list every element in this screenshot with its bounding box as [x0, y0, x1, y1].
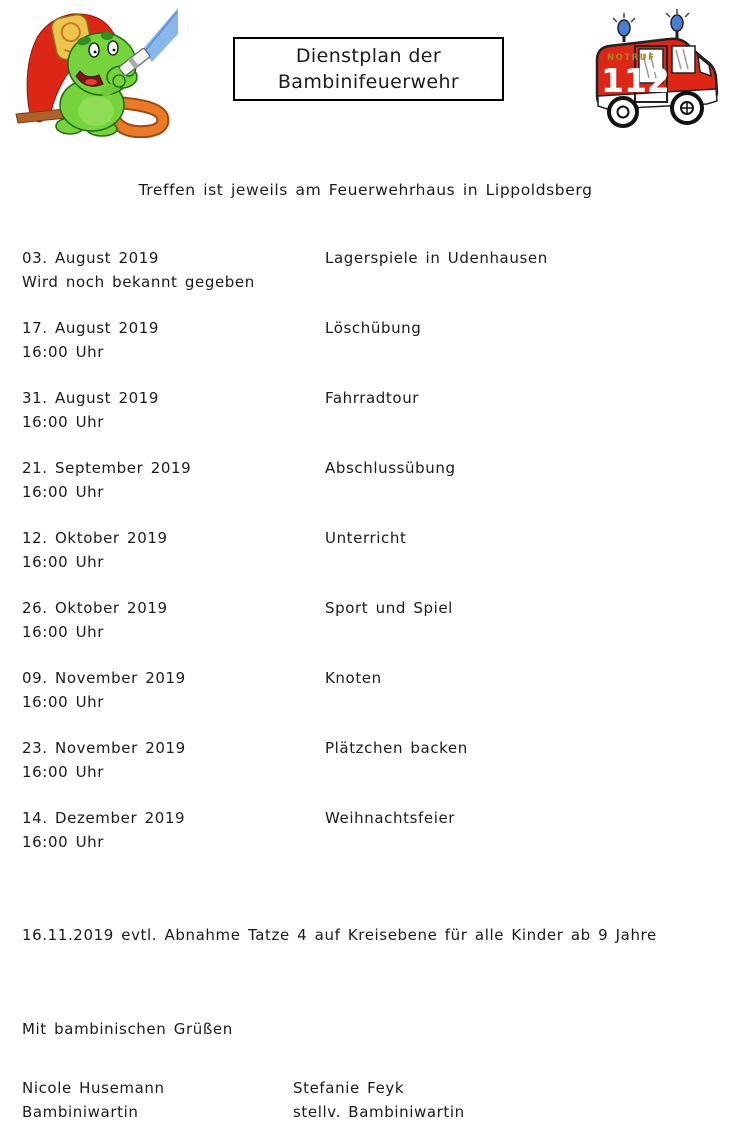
schedule-date: 23. November 2019 — [22, 739, 186, 757]
note-line: 16.11.2019 evtl. Abnahme Tatze 4 auf Kreisebene für alle Kinder ab 9 Jahre — [22, 926, 657, 944]
schedule-date: 03. August 2019 — [22, 249, 160, 267]
fire-truck-icon — [577, 8, 728, 134]
schedule-event: Knoten — [325, 669, 382, 687]
title-line-2: Bambinifeuerwehr — [277, 71, 460, 93]
schedule-row — [22, 736, 712, 784]
schedule-row — [22, 386, 712, 434]
schedule-row — [22, 596, 712, 644]
schedule-row — [22, 666, 712, 714]
schedule-date: 31. August 2019 — [22, 389, 160, 407]
schedule-date: 14. Dezember 2019 — [22, 809, 186, 827]
truck-notruf-label: NOTRUF — [607, 53, 656, 63]
signature-name: Nicole Husemann — [22, 1079, 165, 1097]
schedule-event: Lagerspiele in Udenhausen — [325, 249, 548, 267]
signature-role: Bambiniwartin — [22, 1103, 139, 1121]
schedule-event: Sport und Spiel — [325, 599, 453, 617]
closing-line: Mit bambinischen Grüßen — [22, 1020, 233, 1038]
schedule-event: Unterricht — [325, 529, 407, 547]
document-title-box — [233, 37, 504, 101]
schedule-date: 17. August 2019 — [22, 319, 160, 337]
dragon-firefighter-illustration — [10, 4, 178, 138]
schedule-date: 21. September 2019 — [22, 459, 192, 477]
schedule-detail: 16:00 Uhr — [22, 763, 105, 781]
schedule-row — [22, 246, 712, 294]
schedule-row — [22, 316, 712, 364]
schedule-date-cell — [22, 316, 325, 364]
schedule-date: 12. Oktober 2019 — [22, 529, 168, 547]
schedule-date: 26. Oktober 2019 — [22, 599, 168, 617]
schedule-list — [22, 246, 712, 876]
schedule-detail: 16:00 Uhr — [22, 623, 105, 641]
schedule-date-cell — [22, 386, 325, 434]
schedule-date-cell — [22, 806, 325, 854]
signature-column — [293, 1076, 712, 1124]
dragon-firefighter-icon — [10, 4, 178, 138]
schedule-detail: 16:00 Uhr — [22, 833, 105, 851]
signature-column — [22, 1076, 293, 1124]
schedule-event: Weihnachtsfeier — [325, 809, 456, 827]
schedule-date: 09. November 2019 — [22, 669, 186, 687]
truck-112-label: 112 — [601, 61, 670, 100]
intro-line: Treffen ist jeweils am Feuerwehrhaus in Lippoldsberg — [138, 181, 593, 199]
fire-truck-illustration — [577, 8, 728, 134]
beacon-lights — [613, 9, 689, 42]
schedule-event: Fahrradtour — [325, 389, 420, 407]
schedule-event: Abschlussübung — [325, 459, 456, 477]
title-line-1: Dienstplan der — [295, 45, 442, 67]
schedule-date-cell — [22, 456, 325, 504]
schedule-row — [22, 806, 712, 854]
schedule-date-cell — [22, 736, 325, 784]
signature-name: Stefanie Feyk — [293, 1079, 405, 1097]
schedule-date-cell — [22, 666, 325, 714]
schedule-row — [22, 526, 712, 574]
schedule-detail: 16:00 Uhr — [22, 553, 105, 571]
schedule-row — [22, 456, 712, 504]
signature-block — [22, 1076, 712, 1124]
schedule-date-cell — [22, 526, 325, 574]
signature-role: stellv. Bambiniwartin — [293, 1103, 465, 1121]
schedule-detail: 16:00 Uhr — [22, 693, 105, 711]
schedule-detail: 16:00 Uhr — [22, 483, 105, 501]
schedule-detail: 16:00 Uhr — [22, 343, 105, 361]
schedule-detail: 16:00 Uhr — [22, 413, 105, 431]
schedule-detail: Wird noch bekannt gegeben — [22, 273, 255, 291]
schedule-date-cell — [22, 246, 325, 294]
schedule-date-cell — [22, 596, 325, 644]
schedule-event: Löschübung — [325, 319, 422, 337]
schedule-event: Plätzchen backen — [325, 739, 468, 757]
